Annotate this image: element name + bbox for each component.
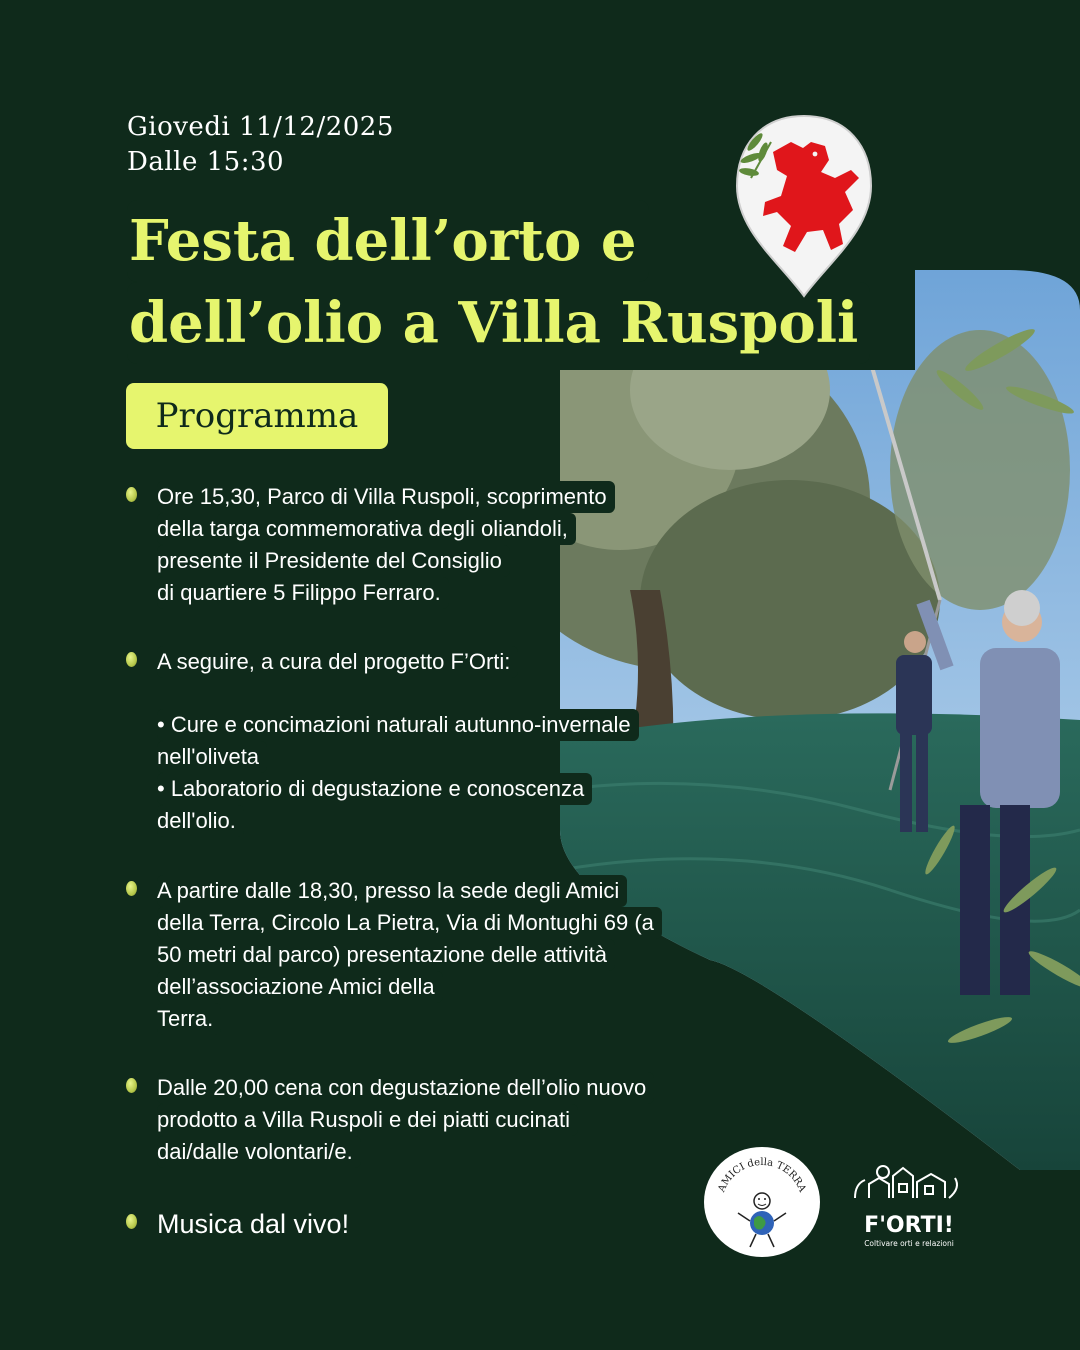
program-item-2-text	[157, 646, 518, 678]
svg-text:AMICI della TERRA	[716, 1157, 808, 1195]
text-line: A seguire, a cura del progetto F’Orti:	[157, 646, 518, 678]
text-line: • Laboratorio di degustazione e conoscenza	[157, 773, 592, 805]
olive-bullet-icon	[126, 1078, 137, 1093]
text-line: Ore 15,30, Parco di Villa Ruspoli, scoprimento	[157, 481, 615, 513]
text-line: Terra.	[157, 1003, 221, 1035]
event-start-time: Dalle 15:30	[127, 147, 285, 177]
olive-bullet-icon	[126, 1214, 137, 1229]
text-line: dell'olio.	[157, 805, 244, 837]
text-line: nell'oliveta	[157, 741, 267, 773]
program-item-3-text	[157, 875, 662, 1035]
program-item-5-text: Musica dal vivo!	[157, 1209, 350, 1239]
olive-bullet-icon	[126, 487, 137, 502]
forti-name: F'ORTI!	[864, 1213, 954, 1238]
amici-della-terra-logo	[704, 1147, 820, 1257]
olive-bullet-icon	[126, 652, 137, 667]
lion-crest-icon	[733, 112, 875, 300]
text-line: dell’associazione Amici della	[157, 971, 443, 1003]
program-badge	[126, 383, 388, 449]
text-line: della Terra, Circolo La Pietra, Via di Montughi 69 (a	[157, 907, 662, 939]
text-line: prodotto a Villa Ruspoli e dei piatti cucinati	[157, 1104, 578, 1136]
text-line: della targa commemorativa degli oliandoli,	[157, 513, 576, 545]
text-line: di quartiere 5 Filippo Ferraro.	[157, 577, 449, 609]
text-line: 50 metri dal parco) presentazione delle attività	[157, 939, 615, 971]
text-line: • Cure e concimazioni naturali autunno-invernale	[157, 709, 639, 741]
title-line-1: Festa dell’orto e	[127, 200, 649, 282]
program-badge-label: Programma	[155, 396, 359, 436]
text-line: dai/dalle volontari/e.	[157, 1136, 361, 1168]
title-line-2: dell’olio a Villa Ruspoli	[127, 282, 870, 364]
program-item-2-sublist	[157, 709, 639, 837]
olive-bullet-icon	[126, 881, 137, 896]
amici-logo-text: AMICI della TERRA	[716, 1156, 808, 1194]
event-date: Giovedi 11/12/2025	[127, 112, 394, 142]
text-line: A partire dalle 18,30, presso la sede degli Amici	[157, 875, 627, 907]
text-line: presente il Presidente del Consiglio	[157, 545, 510, 577]
text-line: Dalle 20,00 cena con degustazione dell’olio nuovo	[157, 1072, 654, 1104]
program-item-1-text	[157, 481, 615, 609]
program-item-4-text	[157, 1072, 654, 1168]
forti-logo	[845, 1158, 973, 1254]
forti-tagline: Coltivare orti e relazioni	[864, 1239, 954, 1248]
